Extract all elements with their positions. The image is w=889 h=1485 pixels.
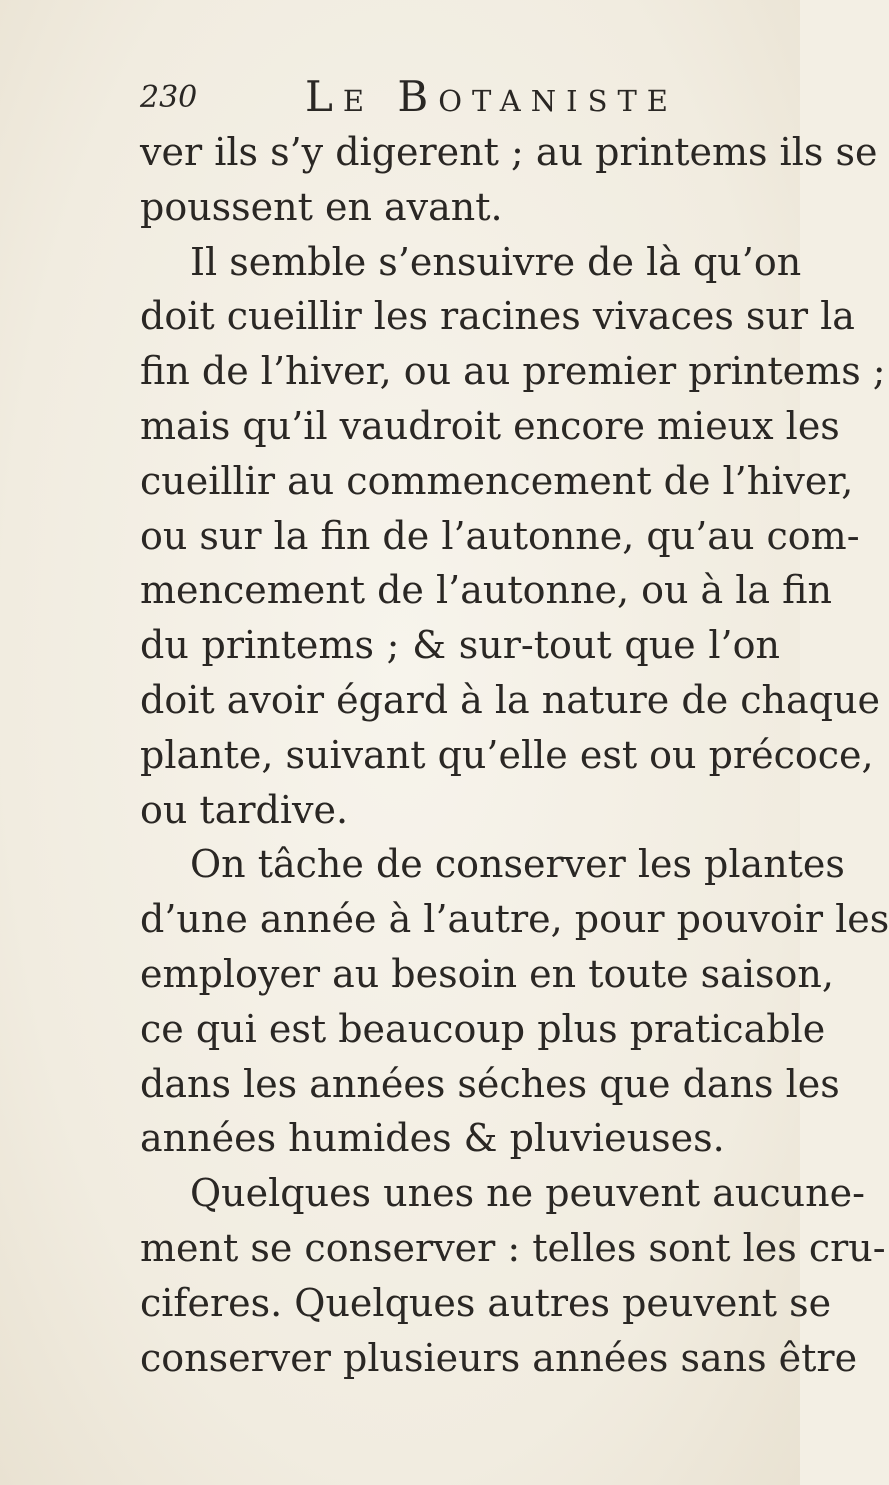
text-line: ou sur la fin de l’autonne, qu’au com-: [140, 513, 860, 558]
body-text: [140, 125, 889, 1385]
text-line: ou tardive.: [140, 787, 349, 832]
page-number: 230: [140, 80, 198, 115]
text-line: fin de l’hiver, ou au premier printems ;: [140, 349, 886, 394]
text-line: plante, suivant qu’elle est ou précoce,: [140, 732, 874, 777]
text-line: ment se conserver : telles sont les cru-: [140, 1225, 886, 1270]
text-line: employer au besoin en toute saison,: [140, 951, 834, 996]
text-line: ciferes. Quelques autres peuvent se: [140, 1280, 832, 1325]
text-line: mais qu’il vaudroit encore mieux les: [140, 403, 840, 448]
text-line: dans les années séches que dans les: [140, 1061, 840, 1106]
text-line: doit avoir égard à la nature de chaque: [140, 677, 880, 722]
text-line: cueillir au commencement de l’hiver,: [140, 458, 854, 503]
text-line: ver ils s’y digerent ; au printems ils se: [140, 130, 878, 174]
text-line: On tâche de conserver les plantes: [190, 842, 845, 887]
running-head: Le Botaniste: [305, 72, 678, 121]
text-line: d’une année à l’autre, pour pouvoir les: [140, 897, 889, 942]
text-line: ce qui est beaucoup plus praticable: [140, 1006, 826, 1051]
text-line: du printems ; & sur-tout que l’on: [140, 623, 780, 668]
text-line: Quelques unes ne peuvent aucune-: [190, 1171, 865, 1216]
text-line: poussent en avant.: [140, 184, 503, 229]
text-line: mencement de l’autonne, ou à la fin: [140, 568, 832, 613]
text-line: doit cueillir les racines vivaces sur la: [140, 294, 855, 339]
text-line: Il semble s’ensuivre de là qu’on: [190, 239, 802, 284]
page-header: [140, 72, 780, 122]
text-line: conserver plusieurs années sans être: [140, 1335, 858, 1380]
text-line: années humides & pluvieuses.: [140, 1116, 725, 1161]
